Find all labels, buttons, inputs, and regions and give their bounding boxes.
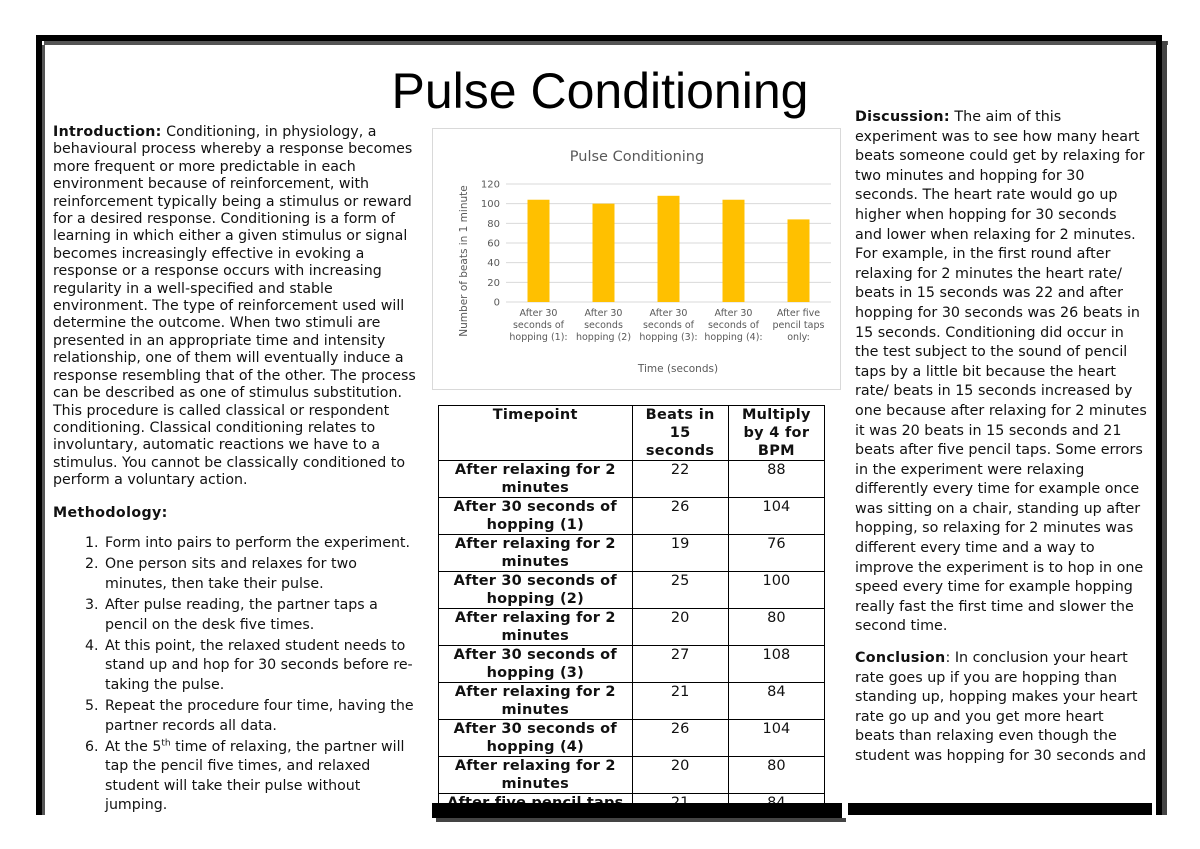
methodology-steps	[53, 534, 421, 816]
table-row	[439, 461, 825, 498]
frame-shadow	[44, 41, 1168, 45]
y-tick-label: 20	[487, 277, 500, 289]
header-timepoint: Timepoint	[439, 406, 633, 461]
bottom-bar-shadow	[436, 818, 846, 822]
cell-bpm: 80	[728, 757, 824, 794]
chart-svg	[433, 129, 840, 389]
cell-beats-15s: 26	[632, 720, 728, 757]
cell-timepoint: After relaxing for 2 minutes	[439, 757, 633, 794]
table-row	[439, 572, 825, 609]
cell-bpm: 84	[728, 683, 824, 720]
x-axis-label: Time (seconds)	[637, 363, 719, 375]
frame-border-left	[36, 35, 42, 815]
x-tick-label: After five	[776, 308, 821, 319]
chart-bar	[723, 200, 745, 302]
conclusion-text: : In conclusion your heart rate goes up if you are hopping than standing up, hopping makes your heart rate go up and you get more heart beats than relaxing even though the student was hopping for 30 seconds and	[855, 650, 1147, 764]
x-tick-label: hopping (2)	[575, 332, 632, 343]
discussion-paragraph	[855, 108, 1147, 637]
cell-timepoint: After 30 seconds of hopping (2)	[439, 572, 633, 609]
methodology-step: 1. Form into pairs to perform the experiment.	[103, 534, 421, 553]
frame-shadow	[1162, 41, 1167, 815]
cell-timepoint: After relaxing for 2 minutes	[439, 609, 633, 646]
x-tick-label: seconds of	[642, 320, 695, 331]
left-column	[53, 124, 421, 818]
chart-bar	[788, 219, 810, 302]
x-tick-label: hopping (1):	[509, 332, 568, 343]
chart-bar	[528, 200, 550, 302]
cell-beats-15s: 21	[632, 683, 728, 720]
frame-border-right	[1156, 35, 1162, 815]
discussion-heading: Discussion:	[855, 109, 950, 125]
x-tick-label: seconds of	[512, 320, 565, 331]
x-tick-label: seconds of	[707, 320, 760, 331]
introduction-heading: Introduction:	[53, 124, 162, 140]
methodology-step: 2. One person sits and relaxes for two minutes, then take their pulse.	[103, 555, 421, 594]
methodology-step	[103, 738, 421, 816]
y-tick-label: 120	[480, 179, 500, 191]
cell-bpm: 76	[728, 535, 824, 572]
cell-timepoint: After 30 seconds of hopping (3)	[439, 646, 633, 683]
bottom-bar	[848, 803, 1152, 815]
frame-shadow	[42, 45, 45, 815]
cell-bpm: 104	[728, 498, 824, 535]
step6-pre: At the 5	[105, 739, 162, 755]
y-axis-label: Number of beats in 1 minute	[458, 185, 470, 337]
cell-timepoint: After 30 seconds of hopping (1)	[439, 498, 633, 535]
methodology-step: 4. At this point, the relaxed student needs to stand up and hop for 30 seconds before re-taking the pulse.	[103, 637, 421, 695]
methodology-step: 5. Repeat the procedure four time, having the partner records all data.	[103, 697, 421, 736]
cell-bpm: 80	[728, 609, 824, 646]
x-tick-label: hopping (4):	[704, 332, 763, 343]
bottom-bar	[432, 803, 842, 818]
pulse-chart	[432, 128, 841, 390]
cell-bpm: 104	[728, 720, 824, 757]
chart-title: Pulse Conditioning	[569, 149, 705, 165]
conclusion-heading: Conclusion	[855, 650, 946, 667]
step6-sup: th	[161, 738, 171, 749]
cell-beats-15s: 25	[632, 572, 728, 609]
results-table	[438, 405, 825, 813]
cell-beats-15s: 22	[632, 461, 728, 498]
table-row	[439, 535, 825, 572]
step6-post: time of relaxing, the partner will tap the pencil five times, and relaxed student will take their pulse without jumping.	[105, 739, 405, 814]
table-row	[439, 609, 825, 646]
header-bpm: Multiply by 4 for BPM	[728, 406, 824, 461]
x-tick-label: After 30	[519, 308, 558, 319]
cell-timepoint: After relaxing for 2 minutes	[439, 461, 633, 498]
y-tick-label: 0	[493, 297, 500, 309]
table-body	[439, 461, 825, 813]
x-tick-label: After 30	[714, 308, 753, 319]
table-row	[439, 720, 825, 757]
methodology-step: 3. After pulse reading, the partner taps a pencil on the desk five times.	[103, 596, 421, 635]
x-tick-label: After 30	[584, 308, 623, 319]
table-row	[439, 757, 825, 794]
table-row	[439, 683, 825, 720]
x-tick-label: After 30	[649, 308, 688, 319]
x-tick-label: seconds	[584, 320, 623, 331]
methodology-heading: Methodology:	[53, 504, 168, 521]
x-tick-label: hopping (3):	[639, 332, 698, 343]
cell-beats-15s: 20	[632, 609, 728, 646]
chart-bar	[593, 204, 615, 302]
frame-border-top	[36, 35, 1162, 41]
chart-bar	[658, 196, 680, 302]
discussion-text: The aim of this experiment was to see how many heart beats someone could get by relaxing for two minutes and hopping for 30 seconds. The heart rate would go up higher when hopping for 30 seconds and lower when relaxing for 2 minutes. For example, in the first round after relaxing for 2 minutes the heart rate/ beats in 15 seconds was 22 and after hopping for 30 seconds was 26 beats in 15 seconds. Conditioning did occur in the test subject to the sound of pencil taps by a little bit because the heart rate/ beats in 15 seconds increased by one because after relaxing for 2 minutes it was 20 beats in 15 seconds and 21 beats after five pencil taps. Some errors in the experiment were relaxing differently every time for example once was sitting on a chair, standing up after hopping, so relaxing for 2 minutes was different every time and a way to improve the experiment is to hop in one speed every time for example hopping really fast the first time and slower the second time.	[855, 109, 1147, 635]
cell-bpm: 88	[728, 461, 824, 498]
cell-bpm: 108	[728, 646, 824, 683]
y-tick-label: 100	[480, 199, 500, 211]
y-tick-label: 40	[487, 258, 500, 270]
y-tick-label: 80	[487, 218, 500, 230]
conclusion-paragraph	[855, 649, 1147, 767]
header-beats-15s: Beats in 15 seconds	[632, 406, 728, 461]
cell-timepoint: After relaxing for 2 minutes	[439, 683, 633, 720]
y-tick-label: 60	[487, 238, 500, 250]
x-tick-label: only:	[787, 332, 810, 343]
table-header-row	[439, 406, 825, 461]
table-row	[439, 498, 825, 535]
poster-title: Pulse Conditioning	[391, 63, 809, 119]
cell-beats-15s: 27	[632, 646, 728, 683]
cell-timepoint: After 30 seconds of hopping (4)	[439, 720, 633, 757]
introduction-text: Conditioning, in physiology, a behavioural process whereby a response becomes more frequent or more predictable in each environment because of reinforcement, with reinforcement typically being a stimulus or reward for a desired response. Conditioning is a form of learning in which either a given stimulus or signal becomes increasingly effective in evoking a response or a response occurs with increasing regularity in a well-specified and stable environment. The type of reinforcement used will determine the outcome. When two stimuli are presented in an appropriate time and intensity relationship, one of them will eventually induce a response resembling that of the other. The process can be described as one of stimulus substitution. This procedure is called classical or respondent conditioning. Classical conditioning relates to involuntary, automatic reactions we have to a stimulus. You cannot be classically conditioned to perform a voluntary action.	[53, 124, 416, 489]
cell-bpm: 100	[728, 572, 824, 609]
cell-beats-15s: 26	[632, 498, 728, 535]
right-column	[855, 108, 1147, 767]
x-tick-label: pencil taps	[772, 320, 825, 331]
table-row	[439, 646, 825, 683]
cell-beats-15s: 19	[632, 535, 728, 572]
cell-beats-15s: 20	[632, 757, 728, 794]
cell-timepoint: After relaxing for 2 minutes	[439, 535, 633, 572]
introduction-paragraph	[53, 124, 421, 490]
